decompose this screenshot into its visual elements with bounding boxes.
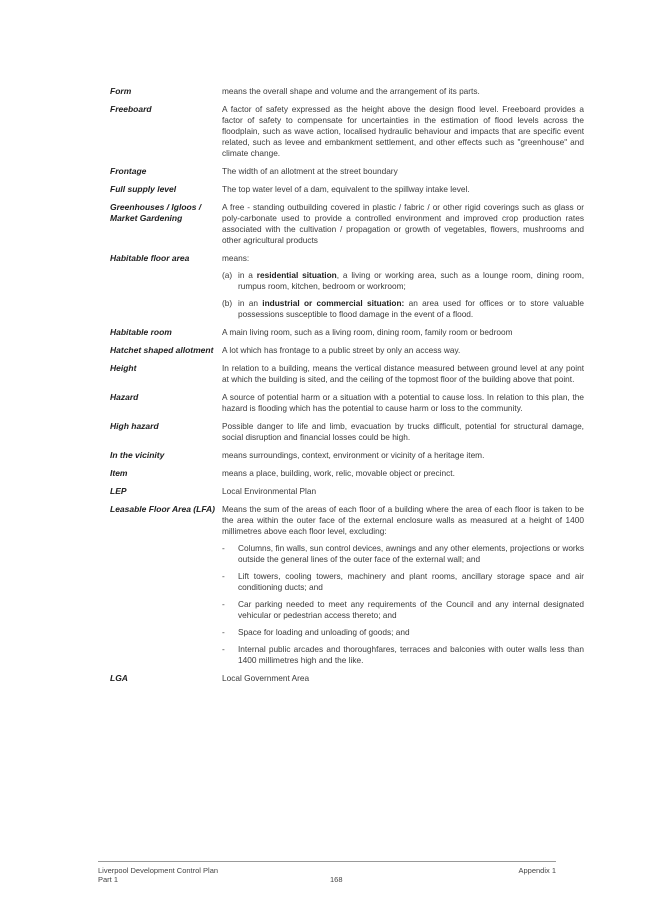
glossary-entry: [110, 345, 584, 356]
glossary-term: Hazard: [110, 392, 139, 402]
glossary-definition: In relation to a building, means the vertical distance measured between ground level at any point at which the building is sited, and the ceiling of the topmost floor of the building above that point.: [222, 363, 584, 384]
glossary-definition: means the overall shape and volume and the arrangement of its parts.: [222, 86, 480, 96]
glossary-term: Freeboard: [110, 104, 152, 114]
glossary-term: Full supply level: [110, 184, 177, 194]
glossary-entry: [110, 450, 584, 461]
glossary-entry: [110, 392, 584, 414]
glossary-definition: Means the sum of the areas of each floor of a building where the area of each floor is taken to be the area within the outer face of the external enclosure walls as measured at a height of 1400 millimetres above each floor level, excluding:: [222, 504, 584, 536]
glossary-definition: means:: [222, 253, 250, 263]
bullet-text: Car parking needed to meet any requirements of the Council and any internal designated vehicular or pedestrian access thereto; and: [238, 599, 584, 620]
glossary-definition: A free - standing outbuilding covered in plastic / fabric / or other rigid coverings such as glass or poly-carbonate used to provide a controlled environment and improved crop production rates associated with the cultivation / propagation or growth of vegetables, flowers, mushrooms and other agricultural products: [222, 202, 584, 245]
footer-appendix: Appendix 1: [518, 866, 556, 875]
glossary-term: Hatchet shaped allotment: [110, 345, 214, 355]
bullet-item: [222, 571, 584, 593]
glossary-term: Frontage: [110, 166, 147, 176]
glossary-entry: [110, 166, 584, 177]
glossary-definition: Possible danger to life and limb, evacuation by trucks difficult, potential for structural damage, social disruption and financial losses could be high.: [222, 421, 584, 442]
glossary-entry: [110, 504, 584, 666]
glossary-term: Form: [110, 86, 132, 96]
glossary-definition: A lot which has frontage to a public street by only an access way.: [222, 345, 461, 355]
bullet-text: Lift towers, cooling towers, machinery and plant rooms, ancillary storage space and air conditioning ducts; and: [238, 571, 584, 592]
sub-item: [222, 270, 584, 292]
glossary-entry: [110, 673, 584, 684]
bullet-marker: -: [222, 627, 225, 637]
glossary-entry: [110, 363, 584, 385]
bullet-item: [222, 644, 584, 666]
glossary-entry: [110, 104, 584, 159]
glossary-definition: means a place, building, work, relic, movable object or precinct.: [222, 468, 455, 478]
sub-item-emphasis: residential situation: [256, 270, 337, 280]
sub-item-emphasis: industrial or commercial situation:: [262, 298, 405, 308]
glossary-entry: [110, 184, 584, 195]
glossary-term: High hazard: [110, 421, 159, 431]
glossary-entry: [110, 86, 584, 97]
glossary-definition: Local Environmental Plan: [222, 486, 317, 496]
glossary-definition: The top water level of a dam, equivalent to the spillway intake level.: [222, 184, 470, 194]
bullet-marker: -: [222, 599, 225, 609]
bullet-item: [222, 627, 584, 638]
glossary-definition: A factor of safety expressed as the height above the design flood level. Freeboard provides a factor of safety to compensate for uncertainties in the estimation of flood levels across the floodplain, such as wave action, localised hydraulic behaviour and impacts that are specific event related, such as levee and embankment settlement, and other effects such as "greenhouse" and climate change.: [222, 104, 584, 158]
bullet-marker: -: [222, 571, 225, 581]
glossary-entry: [110, 421, 584, 443]
page-footer: [98, 861, 556, 884]
bullet-item: [222, 543, 584, 565]
glossary-term: LEP: [110, 486, 127, 496]
glossary-definition: means surroundings, context, environment or vicinity of a heritage item.: [222, 450, 485, 460]
glossary-entry: [110, 202, 584, 246]
sub-item-text: an area used for offices or to store valuable possessions susceptible to flood damage in the event of a flood.: [238, 298, 584, 319]
sub-item: [222, 298, 584, 320]
bullet-text: Space for loading and unloading of goods; and: [238, 627, 410, 637]
glossary-entry: [110, 327, 584, 338]
glossary-term: Height: [110, 363, 137, 373]
sub-item-text: , a living or working area, such as a lounge room, dining room, rumpus room, kitchen, bedroom or workroom;: [238, 270, 584, 291]
glossary-term: Habitable room: [110, 327, 172, 337]
sub-item-marker: (b): [222, 298, 233, 308]
glossary-entry: [110, 468, 584, 479]
bullet-marker: -: [222, 644, 225, 654]
bullet-text: Columns, fin walls, sun control devices, awnings and any other elements, projections or works outside the general lines of the outer face of the external wall; and: [238, 543, 584, 564]
bullet-item: [222, 599, 584, 621]
sub-item-text: in a: [238, 270, 257, 280]
glossary-entry: [110, 253, 584, 320]
glossary-term: Item: [110, 468, 128, 478]
page-number: 168: [330, 875, 343, 884]
bullet-text: Internal public arcades and thoroughfares, terraces and balconies with outer walls less than 1400 millimetres high and the like.: [238, 644, 584, 665]
glossary-term: Habitable floor area: [110, 253, 190, 263]
glossary-definition: Local Government Area: [222, 673, 310, 683]
glossary-definition: A source of potential harm or a situation with a potential to cause loss. In relation to this plan, the hazard is flooding which has the potential to cause harm or loss to the community.: [222, 392, 584, 413]
footer-document-title: Liverpool Development Control Plan: [98, 866, 219, 875]
sub-item-text: in an: [238, 298, 263, 308]
glossary-term: Greenhouses / Igloos / Market Gardening: [110, 202, 202, 223]
glossary-term: In the vicinity: [110, 450, 165, 460]
bullet-marker: -: [222, 543, 225, 553]
glossary-list: [110, 86, 584, 691]
glossary-definition: The width of an allotment at the street boundary: [222, 166, 398, 176]
glossary-term: Leasable Floor Area (LFA): [110, 504, 216, 514]
glossary-definition: A main living room, such as a living room, dining room, family room or bedroom: [222, 327, 513, 337]
glossary-entry: [110, 486, 584, 497]
glossary-term: LGA: [110, 673, 128, 683]
footer-part: Part 1: [98, 875, 119, 884]
sub-item-marker: (a): [222, 270, 233, 280]
